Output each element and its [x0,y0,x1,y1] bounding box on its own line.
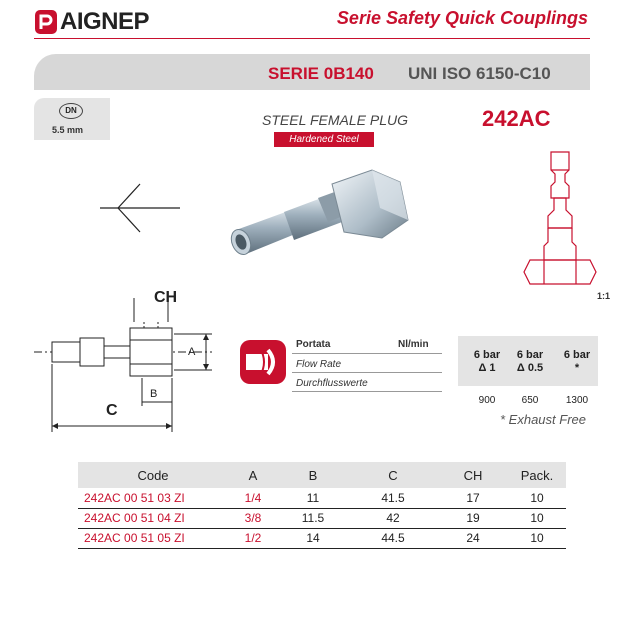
cell-c: 41.5 [348,488,438,508]
cell-code: 242AC 00 51 05 ZI [78,528,228,548]
product-photo [222,158,412,270]
cell-pack: 10 [508,528,566,548]
table-row [78,508,566,528]
aignep-logo-icon [34,9,58,35]
dimension-a-label: A [188,346,196,358]
cell-code: 242AC 00 51 04 ZI [78,508,228,528]
dimension-c-label: C [106,402,118,419]
dimension-b-label: B [150,388,158,400]
flow-unit: Nl/min [398,339,429,350]
flow-col-2-head: 6 bar Δ 0.5 [516,349,544,374]
product-code: 242AC [482,106,551,131]
flow-divider [292,391,442,392]
flow-divider [292,372,442,373]
flow-rate-icon [240,340,286,384]
col-ch: CH [438,462,508,488]
flow-col-3-value: 1300 [565,395,589,406]
flow-col-1-value: 900 [478,395,496,406]
cell-ch: 19 [438,508,508,528]
col-a: A [228,462,278,488]
page-title: Serie Safety Quick Couplings [336,8,588,28]
flow-rate-label: Flow Rate [296,359,342,370]
flow-col-3-head: 6 bar * [563,349,591,374]
exhaust-note: * Exhaust Free [500,412,586,427]
flow-portata: Portata [296,339,331,350]
spec-table [78,462,566,549]
flow-durchfluss-label: Durchflusswerte [296,378,368,389]
profile-drawing [520,148,600,288]
cell-b: 14 [278,528,348,548]
flow-col-2-value: 650 [521,395,539,406]
cell-a: 1/4 [228,488,278,508]
cell-ch: 17 [438,488,508,508]
brand-name: AIGNEP [60,8,150,35]
product-name: STEEL FEMALE PLUG [262,112,409,128]
flow-divider [292,353,442,354]
table-row [78,488,566,508]
dimension-drawing [30,288,220,438]
scale-label: 1:1 [597,291,611,301]
col-b: B [278,462,348,488]
cell-b: 11 [278,488,348,508]
material-tag: Hardened Steel [274,132,374,147]
dn-label: DN [59,103,83,119]
cell-c: 44.5 [348,528,438,548]
standard-label: UNI ISO 6150-C10 [408,64,551,83]
female-connection-symbol-icon [96,180,186,236]
cell-code: 242AC 00 51 03 ZI [78,488,228,508]
table-header-row [78,462,566,488]
col-pack: Pack. [508,462,566,488]
cell-ch: 24 [438,528,508,548]
dn-size: 5.5 mm [52,125,84,135]
series-label: SERIE 0B140 [268,64,374,83]
col-c: C [348,462,438,488]
cell-a: 3/8 [228,508,278,528]
cell-pack: 10 [508,488,566,508]
header-divider [34,38,590,39]
cell-a: 1/2 [228,528,278,548]
flow-col-1-head: 6 bar Δ 1 [473,349,501,374]
cell-b: 11.5 [278,508,348,528]
dimension-ch-label: CH [154,289,178,306]
cell-pack: 10 [508,508,566,528]
table-row [78,528,566,548]
col-code: Code [78,462,228,488]
cell-c: 42 [348,508,438,528]
